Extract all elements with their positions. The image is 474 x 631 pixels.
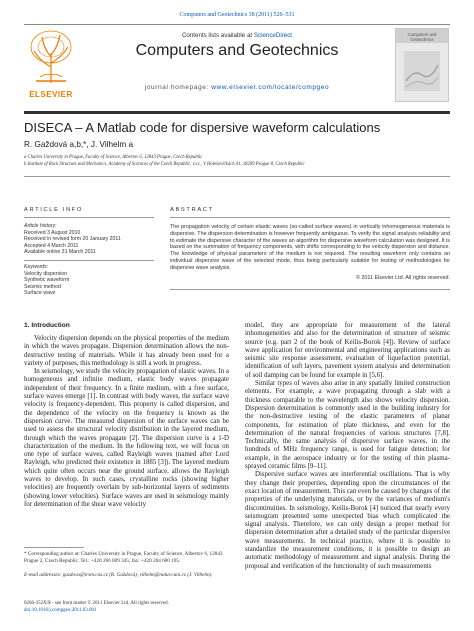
cover-graphic-icon [404,51,440,91]
footnote-divider [24,547,84,548]
paragraph: Similar types of waves also arise in any spatially limited construction elements. For example, a wave propagating through a slab with a thickness comparable to the wavelength also shows velocity dispersion. Dispersion determination is commonly used in the building industry for the non-destructive testing of the elastic parameters of planar components, for estimation of plate thickness, and even for the determination of the natural frequencies of various structures [7,8]. Technically, the same analysis of dispersive surface waves, in the hundreds of MHz frequency range, is used for fatigue detection; for example, in the aerospace industry or for the testing of thin plasma-sprayed ceramic films [9–11]. [245,380,450,471]
article-history [24,223,159,256]
divider [170,289,450,290]
doi-link[interactable]: doi:10.1016/j.compgeo.2011.03.001 [24,608,97,613]
history-item: Received 3 August 2010 [24,229,81,236]
history-label: Article history: [24,223,57,229]
affiliation-a: a Charles University in Prague, Faculty of Science, Albertov 6, 12843 Prague, Czech Republic [24,155,203,160]
cover-title: Computers and Geotechnics [407,32,437,42]
paragraph: Velocity dispersion depends on the physical properties of the medium in which the waves propagate. Dispersion determination allows the non-destructive testing of materials. While it has already been used for a variety of purposes, this methodology is still a work in progress. [24,335,229,367]
affiliation-b: b Institute of Rock Structure and Mechanics, Academy of Sciences of the Czech Republic, v.v.i., V Holešovičkách 41, 18209 Prague 8, Czech Republic [24,162,305,167]
article-authors: R. Gaždová a,b,*, J. Vilhelm a [24,140,134,149]
keyword: Synthetic waveform [24,277,70,284]
divider [24,176,450,177]
divider [170,217,450,218]
divider [24,260,154,261]
keywords [24,264,159,297]
corresponding-author-note: * Corresponding author at: Charles University in Prague, Faculty of Science, Albertov 6, 12843 Prague 2, Czech Republic. Tel.: +420 266 009 345; fax: +420 284 680 105. [24,551,223,564]
keyword: Surface wave [24,290,56,297]
email-note: E-mail addresses: gazdova@irsm.cas.cz (R. Gaždová), vilhelm@natur.cuni.cz (J. Vilhelm). [24,572,213,578]
article-info-heading: ARTICLE INFO [24,207,84,213]
left-column [24,335,229,509]
elsevier-logo-text: ELSEVIER [29,90,73,99]
history-item: Available online 31 March 2011 [24,249,96,256]
homepage-link[interactable]: www.elsevier.com/locate/compgeo [211,84,330,91]
issn-line: 0266-352X/$ - see front matter © 2011 Elsevier Ltd. All rights reserved. [24,601,169,606]
journal-title: Computers and Geotechnics [135,42,339,59]
journal-citation: Computers and Geotechnics 38 (2011) 526–531 [179,12,295,18]
section-heading: 1. Introduction [24,322,70,329]
sciencedirect-link[interactable]: ScienceDirect [253,32,293,39]
abstract-text: The propagation velocity of certain elastic waves (so-called surface waves) in vertically inhomogeneous materials is dispersive. The dispersion determination is however frequently ambiguous. To verify the signal analysis reliability and to estimate the dispersive character of the waves an algorithm for dispersive waveform calculation was designed. It is based on the summation of frequency components, with shifts corresponding to the velocity dispersion and distance. The knowledge of physical parameters of the medium is not required. The resulting waveform only contains an individual dispersive wave of the selected mode, thus being particularly suitable for testing of methodologies for dispersive wave analysis. [170,224,450,271]
history-item: Received in revised form 20 January 2011 [24,236,121,243]
contents-prefix: Contents lists available at [181,32,253,39]
paragraph: model, they are appropriate for measurement of the lateral inhomogeneities and also for the determination of structure of seismic source (e.g. part 2 of the book of Keilis-Borok [4]). Review of surface wave application for environmental and engineering applications such as seismic site response assessment, evaluation of liquefaction potential, identification of soft layers, pavement system analysis and determination of soil damping can be found for example in [5,6]. [245,322,450,379]
paragraph: In seismology, we study the velocity propagation of elastic waves. In a homogeneous and infinite medium, elastic body waves propagate independent of their frequency. In a finite medium, with a free surface, surface waves emerge [1]. In contrast with body waves, the surface wave velocity is frequency-dependent. This property is called dispersion, and the dependence of the velocity on the frequency is known as the dispersion curve. The measured dispersion of the surface waves can be used to assess the structural velocity distribution in the layered medium, through which the waves propagate [2]. The dispersion curve is a 1-D characterization of the medium. In the following text, we will focus on one type of surface waves, called Rayleigh waves (named after Lord Rayleigh, who predicted their existence in 1885 [3]). The layered medium which quite often occurs near the ground surface, allows the Rayleigh waves to develop. In such cases, crystalline rocks (showing higher velocities) are frequently overlain by sub-horizontal layers of sediments (showing lower velocities). Surface waves are used in seismology mainly for determination of the shear wave velocity [24,368,229,508]
keyword: Seismic method [24,283,61,290]
keyword: Velocity dispersion [24,270,67,277]
homepage-prefix: journal homepage: [144,84,209,91]
article-title: DISECA – A Matlab code for dispersive waveform calculations [24,120,381,135]
divider [24,217,154,218]
paragraph: Dispersive surface waves are interferential oscillations. That is why they change their properties, depending upon the circumstances of the exact location of measurement. This can even be caused by changes of the properties of the underlying materials, or by the variances of medium's discontinuities. In seismology, Keilis-Borok [4] noticed that nearly every seismogram presented some unexpected bias which complicated the signal analysis. Therefore, we can only design a proper method for dispersion determination after a detailed study of the particular dispersive wave measurements. In technical practice, where it is possible to standardize the measurement conditions, it is possible to design an automatic methodology of measurement and signal analysis. During the proposal and verification of the functionality of such measurements [245,471,450,570]
abstract-heading: ABSTRACT [170,207,214,213]
history-item: Accepted 4 March 2011 [24,242,79,249]
journal-cover-thumbnail [395,28,449,102]
keywords-label: Keywords: [24,264,49,270]
right-column [245,322,450,571]
abstract-copyright: © 2011 Elsevier Ltd. All rights reserved. [355,275,450,281]
